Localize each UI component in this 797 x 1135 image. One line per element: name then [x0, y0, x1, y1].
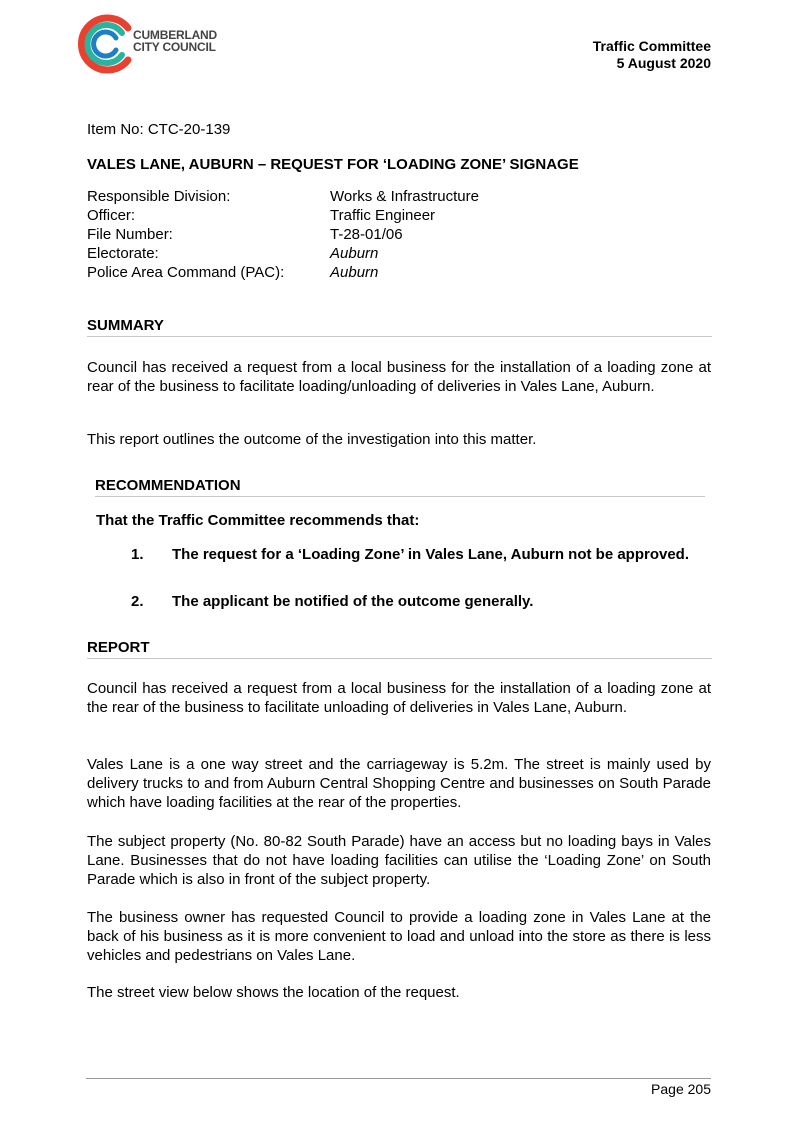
meta-label: File Number: [87, 226, 173, 243]
report-paragraph-3: The subject property (No. 80-82 South Parade) have an access but no loading bays in Vales Lane. Businesses that do not have loading facilities can utilise the ‘Loading Zone’ on South Parade which is also in front of the subject property. [87, 833, 711, 888]
recommendation-item-2 [131, 592, 703, 611]
summary-paragraph-2: This report outlines the outcome of the investigation into this matter. [87, 431, 537, 448]
meta-row-electorate [87, 244, 479, 263]
item-title: VALES LANE, AUBURN – REQUEST FOR ‘LOADING ZONE’ SIGNAGE [87, 156, 579, 173]
page-number: Page 205 [651, 1081, 711, 1097]
item-number: Item No: CTC-20-139 [87, 121, 231, 138]
summary-heading: SUMMARY [87, 317, 712, 337]
summary-paragraph-1: Council has received a request from a local business for the installation of a loading zone at rear of the business to facilitate loading/unloading of deliveries in Vales Lane, Auburn. [87, 359, 711, 395]
logo-line1: CUMBERLAND [133, 28, 217, 42]
committee-header [593, 38, 711, 72]
recommendation-intro: That the Traffic Committee recommends that: [96, 512, 420, 529]
meta-label: Officer: [87, 207, 136, 224]
report-paragraph-4: The business owner has requested Council to provide a loading zone in Vales Lane at the back of his business as it is more convenient to load and unload into the store as there is less vehicles and pedestrians on Vales Lane. [87, 909, 711, 964]
report-paragraph-2: Vales Lane is a one way street and the carriageway is 5.2m. The street is mainly used by delivery trucks to and from Auburn Central Shopping Centre and businesses on South Parade which have loading facilities at the rear of the properties. [87, 756, 711, 811]
meta-label: Police Area Command (PAC): [87, 264, 285, 281]
meta-row-file-number [87, 225, 479, 244]
meta-label: Responsible Division: [87, 188, 231, 205]
committee-name: Traffic Committee [592, 38, 711, 54]
item-text: The applicant be notified of the outcome generally. [172, 593, 534, 610]
meta-row-division [87, 187, 479, 206]
meta-value: Auburn [330, 245, 379, 262]
meeting-date: 5 August 2020 [616, 55, 711, 71]
meta-label: Electorate: [87, 245, 159, 262]
meta-row-pac [87, 263, 479, 282]
item-text: The request for a ‘Loading Zone’ in Vales Lane, Auburn not be approved. [172, 546, 690, 563]
meta-value: Auburn [330, 264, 379, 281]
item-number-label: 1. [131, 546, 144, 563]
item-metadata [87, 187, 479, 282]
recommendation-item-1 [131, 545, 703, 564]
footer-divider [86, 1078, 711, 1079]
report-paragraph-5: The street view below shows the location of the request. [87, 984, 460, 1001]
meta-value: Traffic Engineer [330, 207, 436, 224]
item-number-label: 2. [131, 593, 144, 610]
cumberland-logo-icon [76, 14, 136, 74]
meta-row-officer [87, 206, 479, 225]
report-heading: REPORT [87, 639, 712, 659]
logo-line2: CITY COUNCIL [133, 40, 216, 54]
recommendation-heading: RECOMMENDATION [95, 477, 705, 497]
meta-value: Works & Infrastructure [330, 188, 479, 205]
report-paragraph-1: Council has received a request from a local business for the installation of a loading zone at the rear of the business to facilitate unloading of deliveries in Vales Lane, Auburn. [87, 680, 711, 716]
meta-value: T-28-01/06 [330, 226, 403, 243]
logo-text [133, 29, 217, 53]
